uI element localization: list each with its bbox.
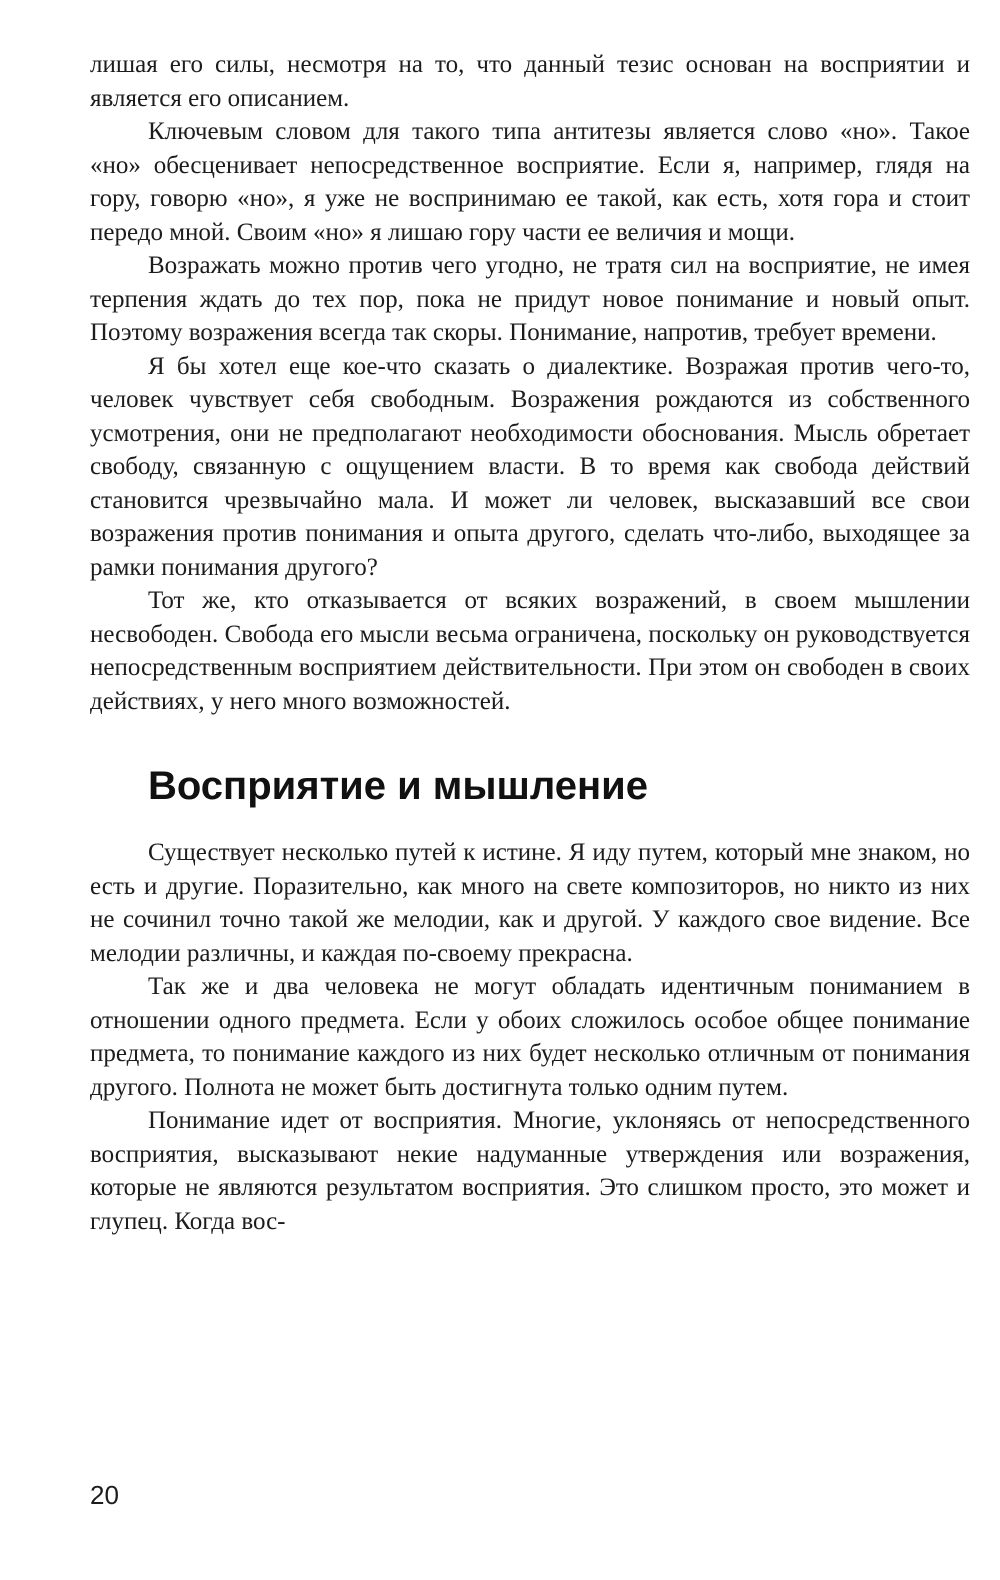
paragraph: Возражать можно против чего угодно, не тратя сил на восприятие, не имея терпения ждать до тех пор, пока не придут новое понимание и новый опыт. Поэтому возражения всегда так скоры. Понимание, напротив, требует времени. bbox=[90, 252, 970, 346]
paragraph-continuation: лишая его силы, несмотря на то, что данный тезис основан на восприятии и является его описанием. bbox=[90, 51, 970, 112]
page-number: 20 bbox=[90, 1480, 119, 1510]
paragraph: Так же и два человека не могут обладать идентичным пониманием в отношении одного предмета. Если у обоих сложилось особое общее понимание предмета, то понимание каждого из них будет несколько отличным от понимания другого. Полнота не может быть достигнута только одним путем. bbox=[90, 973, 970, 1101]
paragraph: Существует несколько путей к истине. Я иду путем, который мне знаком, но есть и другие. Поразительно, как много на свете композиторов, но никто из них не сочинил точно такой же мелодии, как и другой. У каждого свое видение. Все мелодии различны, и каждая по-своему прекрасна. bbox=[90, 839, 970, 967]
paragraph: Ключевым словом для такого типа антитезы является слово «но». Такое «но» обесценивает непосредственное восприятие. Если я, например, глядя на гору, говорю «но», я уже не воспринимаю ее такой, как есть, хотя гора и стоит передо мной. Своим «но» я лишаю гору части ее величия и мощи. bbox=[90, 118, 970, 246]
paragraph: Я бы хотел еще кое-что сказать о диалектике. Возражая против чего-то, человек чувствует себя свободным. Возражения рождаются из собственного усмотрения, они не предполагают необходимости обоснования. Мысль обретает свободу, связанную с ощущением власти. В то время как свобода действий становится чрезвычайно мала. И может ли человек, высказавший все свои возражения против понимания и опыта другого, сделать что-либо, выходящее за рамки понимания другого? bbox=[90, 352, 970, 581]
page-body bbox=[90, 48, 970, 1238]
paragraph: Понимание идет от восприятия. Многие, уклоняясь от непосредственного восприятия, высказывают некие надуманные утверждения или возражения, которые не являются результатом восприятия. Это слишком просто, это может и глупец. Когда вос- bbox=[90, 1107, 970, 1235]
paragraph: Тот же, кто отказывается от всяких возражений, в своем мышлении несвободен. Свобода его мысли весьма ограничена, поскольку он руководствуется непосредственным восприятием действительности. При этом он свободен в своих действиях, у него много возможностей. bbox=[90, 587, 970, 715]
section-heading: Восприятие и мышление bbox=[148, 764, 649, 808]
